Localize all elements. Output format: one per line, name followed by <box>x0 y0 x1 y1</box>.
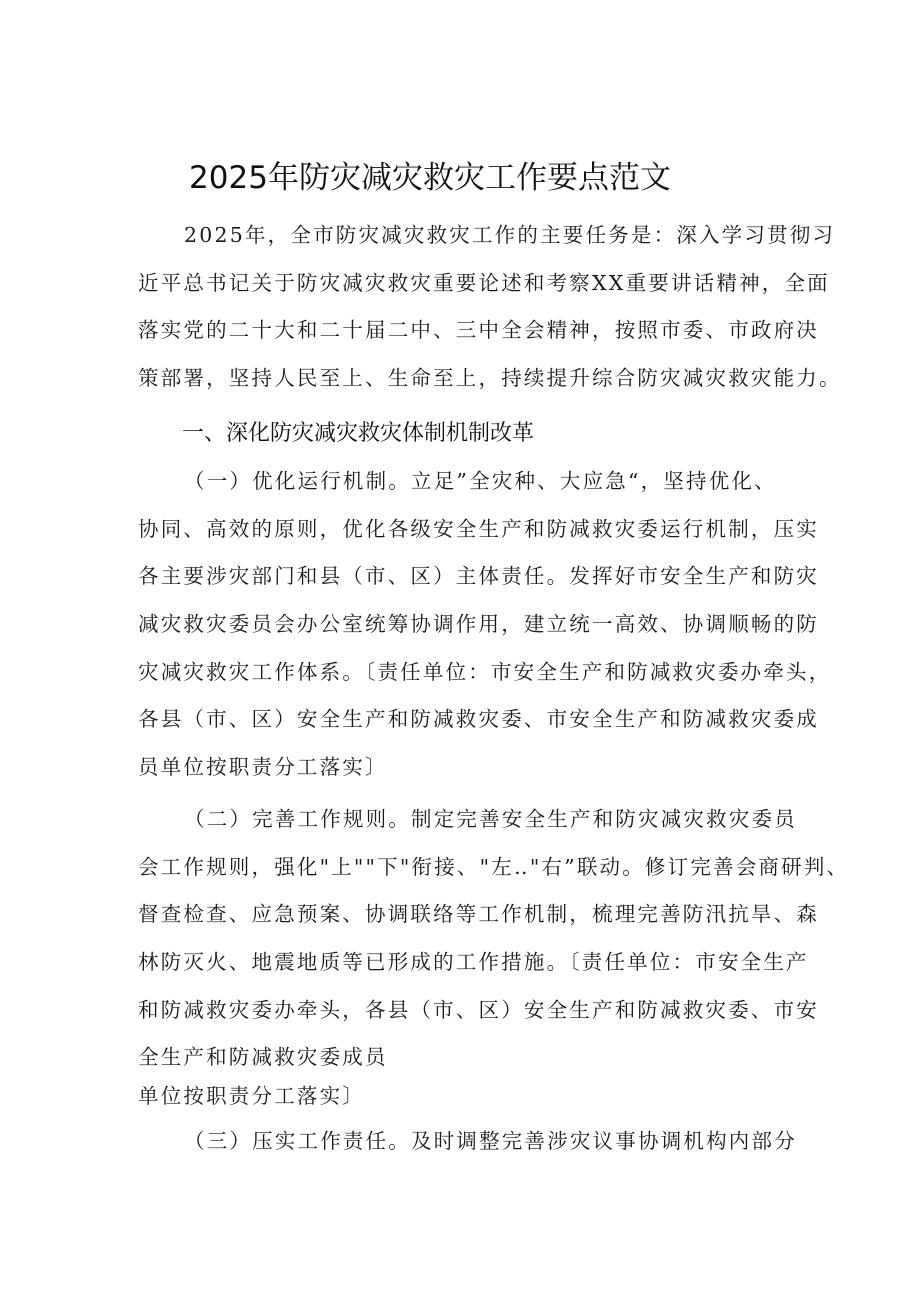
paragraph-line: 灾减灾救灾工作体系。〔责任单位：市安全生产和防减救灾委办牵头， <box>138 659 832 684</box>
paragraph-line: 林防灭火、地震地质等已形成的工作措施。〔责任单位：市安全生产 <box>138 950 809 975</box>
paragraph-line: （一）优化运行机制。立足”全灾种、大应急“，坚持优化、 <box>184 469 777 493</box>
paragraph-line: （二）完善工作规则。制定完善安全生产和防灾减灾救灾委员 <box>184 807 797 831</box>
intro-paragraph <box>138 212 842 403</box>
intro-line: 策部署，坚持人民至上、生命至上，持续提升综合防灾减灾救灾能力。 <box>138 366 842 391</box>
document-title: 2025年防灾减灾救灾工作要点范文 <box>189 160 671 196</box>
paragraph-line: 员单位按职责分工落实〕 <box>138 755 388 780</box>
paragraph-line: 督查检查、应急预案、协调联络等工作机制，梳理完善防汛抗旱、森 <box>138 902 819 927</box>
paragraph-line: 各县（市、区）安全生产和防减救灾委、市安全生产和防减救灾委成 <box>138 707 819 732</box>
paragraph-line: 和防减救灾委办牵头，各县（市、区）安全生产和防减救灾委、市安 <box>138 997 819 1022</box>
intro-line: 2025年，全市防灾减灾救灾工作的主要任务是：深入学习贯彻习 <box>184 223 836 247</box>
paragraph-line: 单位按职责分工落实〕 <box>138 1084 365 1108</box>
paragraph-line: 会工作规则，强化"上""下"衔接、"左‥"右”联动。修订完善会商研判、 <box>138 854 850 879</box>
paragraph-2 <box>138 796 850 1082</box>
intro-line: 落实党的二十大和二十届二中、三中全会精神，按照市委、市政府决 <box>138 318 819 343</box>
paragraph-line: 协同、高效的原则，优化各级安全生产和防减救灾委运行机制，压实 <box>138 516 819 541</box>
intro-line: 近平总书记关于防灾减灾救灾重要论述和考察XX重要讲话精神，全面 <box>138 270 830 295</box>
paragraph-line: 减灾救灾委员会办公室统筹协调作用，建立统一高效、协调顺畅的防 <box>138 612 819 637</box>
section-heading-1: 一、深化防灾减灾救灾体制机制改革 <box>182 421 535 446</box>
paragraph-3 <box>138 1118 798 1166</box>
paragraph-line: 全生产和防减救灾委成员 <box>138 1045 388 1070</box>
paragraph-line: 各主要涉灾部门和县（市、区）主体责任。发挥好市安全生产和防灾 <box>138 564 819 589</box>
paragraph-2-tail <box>138 1080 798 1112</box>
paragraph-line: （三）压实工作责任。及时调整完善涉灾议事协调机构内部分 <box>184 1129 797 1153</box>
paragraph-1 <box>138 458 832 792</box>
